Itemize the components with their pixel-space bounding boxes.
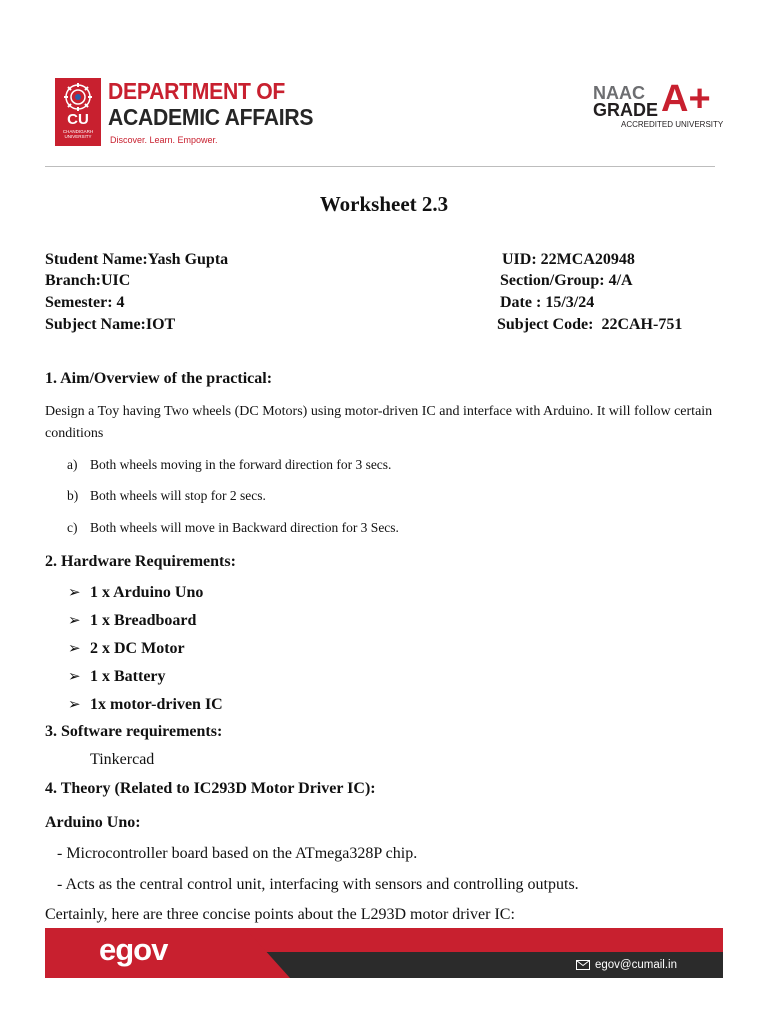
semester: Semester: 4	[45, 294, 125, 311]
logo-cu-text: CU	[67, 111, 89, 128]
footer-email	[576, 959, 677, 971]
condition-letter: a)	[67, 457, 78, 472]
naac-badge	[593, 78, 724, 134]
hardware-item	[68, 695, 223, 714]
hardware-item-text: 1x motor-driven IC	[90, 696, 223, 713]
arrow-bullet-icon: ➢	[68, 613, 81, 629]
egov-logo: egov	[99, 932, 168, 967]
hardware-item	[68, 667, 166, 686]
hardware-heading: 2. Hardware Requirements:	[45, 553, 236, 570]
naac-text: NAAC	[593, 83, 645, 103]
subject-name: Subject Name:IOT	[45, 316, 176, 333]
egov-footer	[45, 928, 723, 978]
hardware-item	[68, 639, 185, 658]
branch: Branch:UIC	[45, 272, 131, 289]
department-title-line1: DEPARTMENT OF	[108, 78, 286, 104]
condition-item	[67, 520, 399, 536]
naac-grade-value: A+	[661, 78, 711, 120]
naac-grade-label: GRADE	[593, 100, 659, 120]
condition-text: Both wheels moving in the forward direction for 3 secs.	[90, 457, 392, 472]
condition-item	[67, 488, 266, 504]
section-group: Section/Group: 4/A	[500, 272, 633, 289]
department-title	[108, 78, 313, 130]
cu-emblem-icon	[63, 82, 93, 112]
hardware-item-text: 1 x Battery	[90, 668, 166, 685]
arrow-bullet-icon: ➢	[68, 585, 81, 601]
aim-text: Design a Toy having Two wheels (DC Motors) using motor-driven IC and interface with Arduino. It will follow certain conditions	[45, 404, 713, 441]
logo-university-text: CHANDIGARH UNIVERSITY	[62, 129, 94, 139]
arrow-bullet-icon: ➢	[68, 641, 81, 657]
arrow-bullet-icon: ➢	[68, 697, 81, 713]
naac-accredited-text: ACCREDITED UNIVERSITY	[621, 120, 724, 129]
arrow-bullet-icon: ➢	[68, 669, 81, 685]
theory-point: - Acts as the central control unit, interfacing with sensors and controlling outputs.	[57, 876, 579, 893]
subject-code: Subject Code: 22CAH-751	[497, 316, 683, 333]
mail-icon	[576, 960, 590, 970]
header-divider	[45, 166, 715, 167]
condition-text: Both wheels will move in Backward direction for 3 Secs.	[90, 520, 399, 535]
hardware-item-text: 2 x DC Motor	[90, 640, 185, 657]
uid: UID: 22MCA20948	[502, 251, 635, 268]
date: Date : 15/3/24	[500, 294, 595, 311]
theory-subheading: Arduino Uno:	[45, 814, 141, 831]
condition-letter: b)	[67, 488, 79, 503]
theory-heading: 4. Theory (Related to IC293D Motor Driver IC):	[45, 780, 376, 797]
aim-heading: 1. Aim/Overview of the practical:	[45, 370, 273, 387]
department-title-line2: ACADEMIC AFFAIRS	[108, 104, 314, 130]
hardware-item	[68, 583, 203, 602]
condition-item	[67, 457, 391, 473]
hardware-item-text: 1 x Breadboard	[90, 612, 197, 629]
student-name: Student Name:Yash Gupta	[45, 251, 229, 268]
footer-email-text[interactable]: egov@cumail.in	[595, 959, 677, 971]
theory-closing: Certainly, here are three concise points about the L293D motor driver IC:	[45, 906, 515, 923]
software-heading: 3. Software requirements:	[45, 723, 223, 740]
theory-point: - Microcontroller board based on the ATmega328P chip.	[57, 845, 418, 862]
software-item: Tinkercad	[90, 751, 155, 768]
hardware-item-text: 1 x Arduino Uno	[90, 584, 204, 601]
condition-text: Both wheels will stop for 2 secs.	[90, 488, 266, 503]
hardware-item	[68, 611, 196, 630]
condition-letter: c)	[67, 520, 78, 535]
department-tagline: Discover. Learn. Empower.	[110, 135, 218, 145]
worksheet-title: Worksheet 2.3	[319, 192, 449, 216]
cu-logo	[55, 78, 101, 146]
